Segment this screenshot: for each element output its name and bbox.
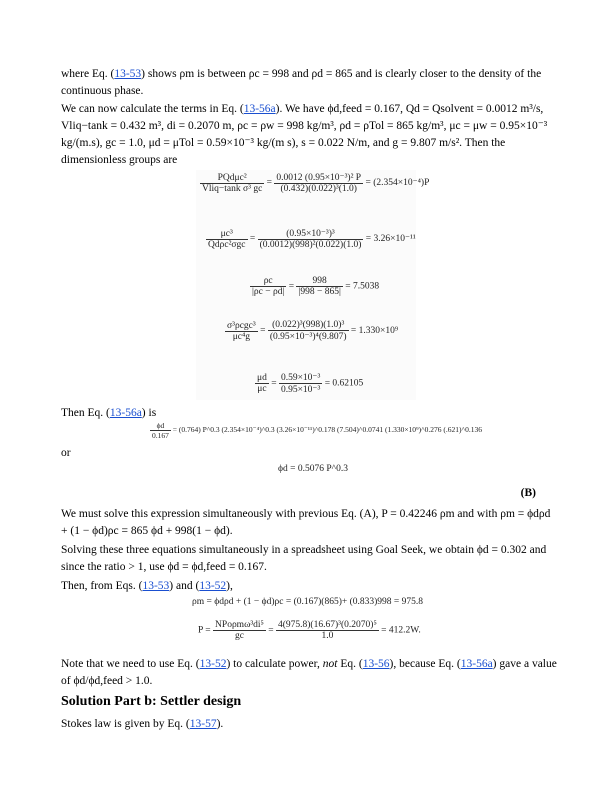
text: Stokes law is given by Eq. ( <box>61 718 190 730</box>
paragraph-simultaneous: We must solve this expression simultaneously with previous Eq. (A), P = 0.42246 ρm and with ρm = ϕdρd + (1 − ϕd)ρc = 865 ϕd + 998(1 − ϕd). <box>61 508 551 537</box>
paragraph-then-eq <box>61 405 557 422</box>
or-text: or <box>61 447 71 459</box>
simplified-equation: ϕd = 0.5076 P^0.3 <box>278 464 348 474</box>
mixture-density-equation: ρm = ϕdρd + (1 − ϕd)ρc = (0.167)(865)+ (0.833)998 = 975.8 <box>192 597 424 607</box>
equation-link[interactable]: 13-56a <box>109 407 142 419</box>
paragraph-note <box>61 656 557 690</box>
equation-link[interactable]: 13-56a <box>460 658 493 670</box>
paragraph-then-from <box>61 578 557 595</box>
text: Then Eq. ( <box>61 407 110 419</box>
text: Note that we need to use Eq. ( <box>61 658 200 670</box>
text: ) gave a value of ϕd/ϕd,feed > 1.0. <box>61 658 557 687</box>
equation-link[interactable]: 13-56a <box>243 103 276 115</box>
equation-link[interactable]: 13-53 <box>142 580 170 592</box>
text: ). <box>216 718 224 730</box>
text: where Eq. ( <box>61 68 115 80</box>
text: ) to calculate power, <box>226 658 323 670</box>
text: ) shows ρm is between ρc = 998 and ρd = 865 and is clearly closer to the density of the continuous phase. <box>61 68 542 97</box>
text: ). We have ϕd,feed = 0.167, Qd = Qsolvent = 0.0012 m³/s, Vliq−tank = 0.432 m³, di = 0.2070 m, ρc = ρw = 998 kg/m³, ρd = ρTol = 865 kg/m³, μc = μw = 0.95×10⁻³ kg/(m.s), gc = 1.0, μd = μTol = 0.59×10⁻³ kg/(m s), s = 0.022 N/m, and g = 9.807 m/s². Then the dimensionless groups are <box>61 103 548 166</box>
text: Then, from Eqs. ( <box>61 580 143 592</box>
equation-tag: (B) <box>520 487 536 499</box>
text: Eq. ( <box>337 658 363 670</box>
text: ), because Eq. ( <box>389 658 461 670</box>
emphasis: not <box>322 658 338 670</box>
equation-link[interactable]: 13-56 <box>362 658 390 670</box>
paragraph-stokes <box>61 716 557 733</box>
paragraph-parameters <box>61 101 557 169</box>
group-4-equation: $\frac{\text{σ³ρcgc³}}{\text{μc⁴g}}$ = $\frac{\text{(0.022)³(998)(1.0)³}}{\text{(0.95×10⁻³)⁴(9.807)}}$ = 1.330×10⁹ <box>227 320 399 342</box>
paragraph-goal-seek: Solving these three equations simultaneously in a spreadsheet using Goal Seek, we obtain ϕd = 0.302 and since the ratio > 1, use ϕd = ϕd,feed = 0.167. <box>61 544 547 573</box>
correlation-equation: $\frac{\phi d}{0.167}$ = (0.764) P^0.3 (2.354×10⁻⁴)^0.3 (3.26×10⁻¹¹)^0.178 (7.504)^0.0741 (1.330×10⁹)^0.276 (.621)^0.136 <box>152 421 482 440</box>
text: ) and ( <box>169 580 200 592</box>
equation-link[interactable]: 13-53 <box>114 68 142 80</box>
equation-link[interactable]: 13-52 <box>199 580 227 592</box>
text: ) is <box>141 407 157 419</box>
text: We can now calculate the terms in Eq. ( <box>61 103 244 115</box>
group-1-equation: $\frac{\text{PQdμc²}}{\text{Vliq−tank σ³ gc}}$ = $\frac{\text{0.0012 (0.95×10⁻³)² P}}{\text{(0.432)(0.022)³(1.0)}}$ = (2.354×10⁻⁴)P <box>202 172 430 194</box>
group-2-equation: $\frac{\text{μc³}}{\text{Qdρc²σgc}}$ = $\frac{\text{(0.95×10⁻³)³}}{\text{(0.0012)(998)²(0.022)(1.0)}}$ = 3.26×10⁻¹¹ <box>208 228 416 250</box>
equation-link[interactable]: 13-57 <box>189 718 217 730</box>
equation-link[interactable]: 13-52 <box>199 658 227 670</box>
section-heading: Solution Part b: Settler design <box>61 694 242 709</box>
group-5-equation: $\frac{\mu d}{\mu c}$ = $\frac{\text{0.59×10⁻³}}{\text{0.95×10⁻³}}$ = 0.62105 <box>257 373 364 395</box>
power-equation: P = $\frac{\text{NPoρmω³di⁵}}{gc}$ = $\frac{\text{4(975.8)(16.67)³(0.2070)⁵}}{1.0}$ = 412.2W. <box>198 620 421 641</box>
paragraph-intro <box>61 66 557 100</box>
text: ), <box>226 580 233 592</box>
group-3-equation: $\frac{\rho c}{|\rho c - \rho d|}$ = $\frac{998}{|998 - 865|}$ = 7.5038 <box>252 276 380 297</box>
